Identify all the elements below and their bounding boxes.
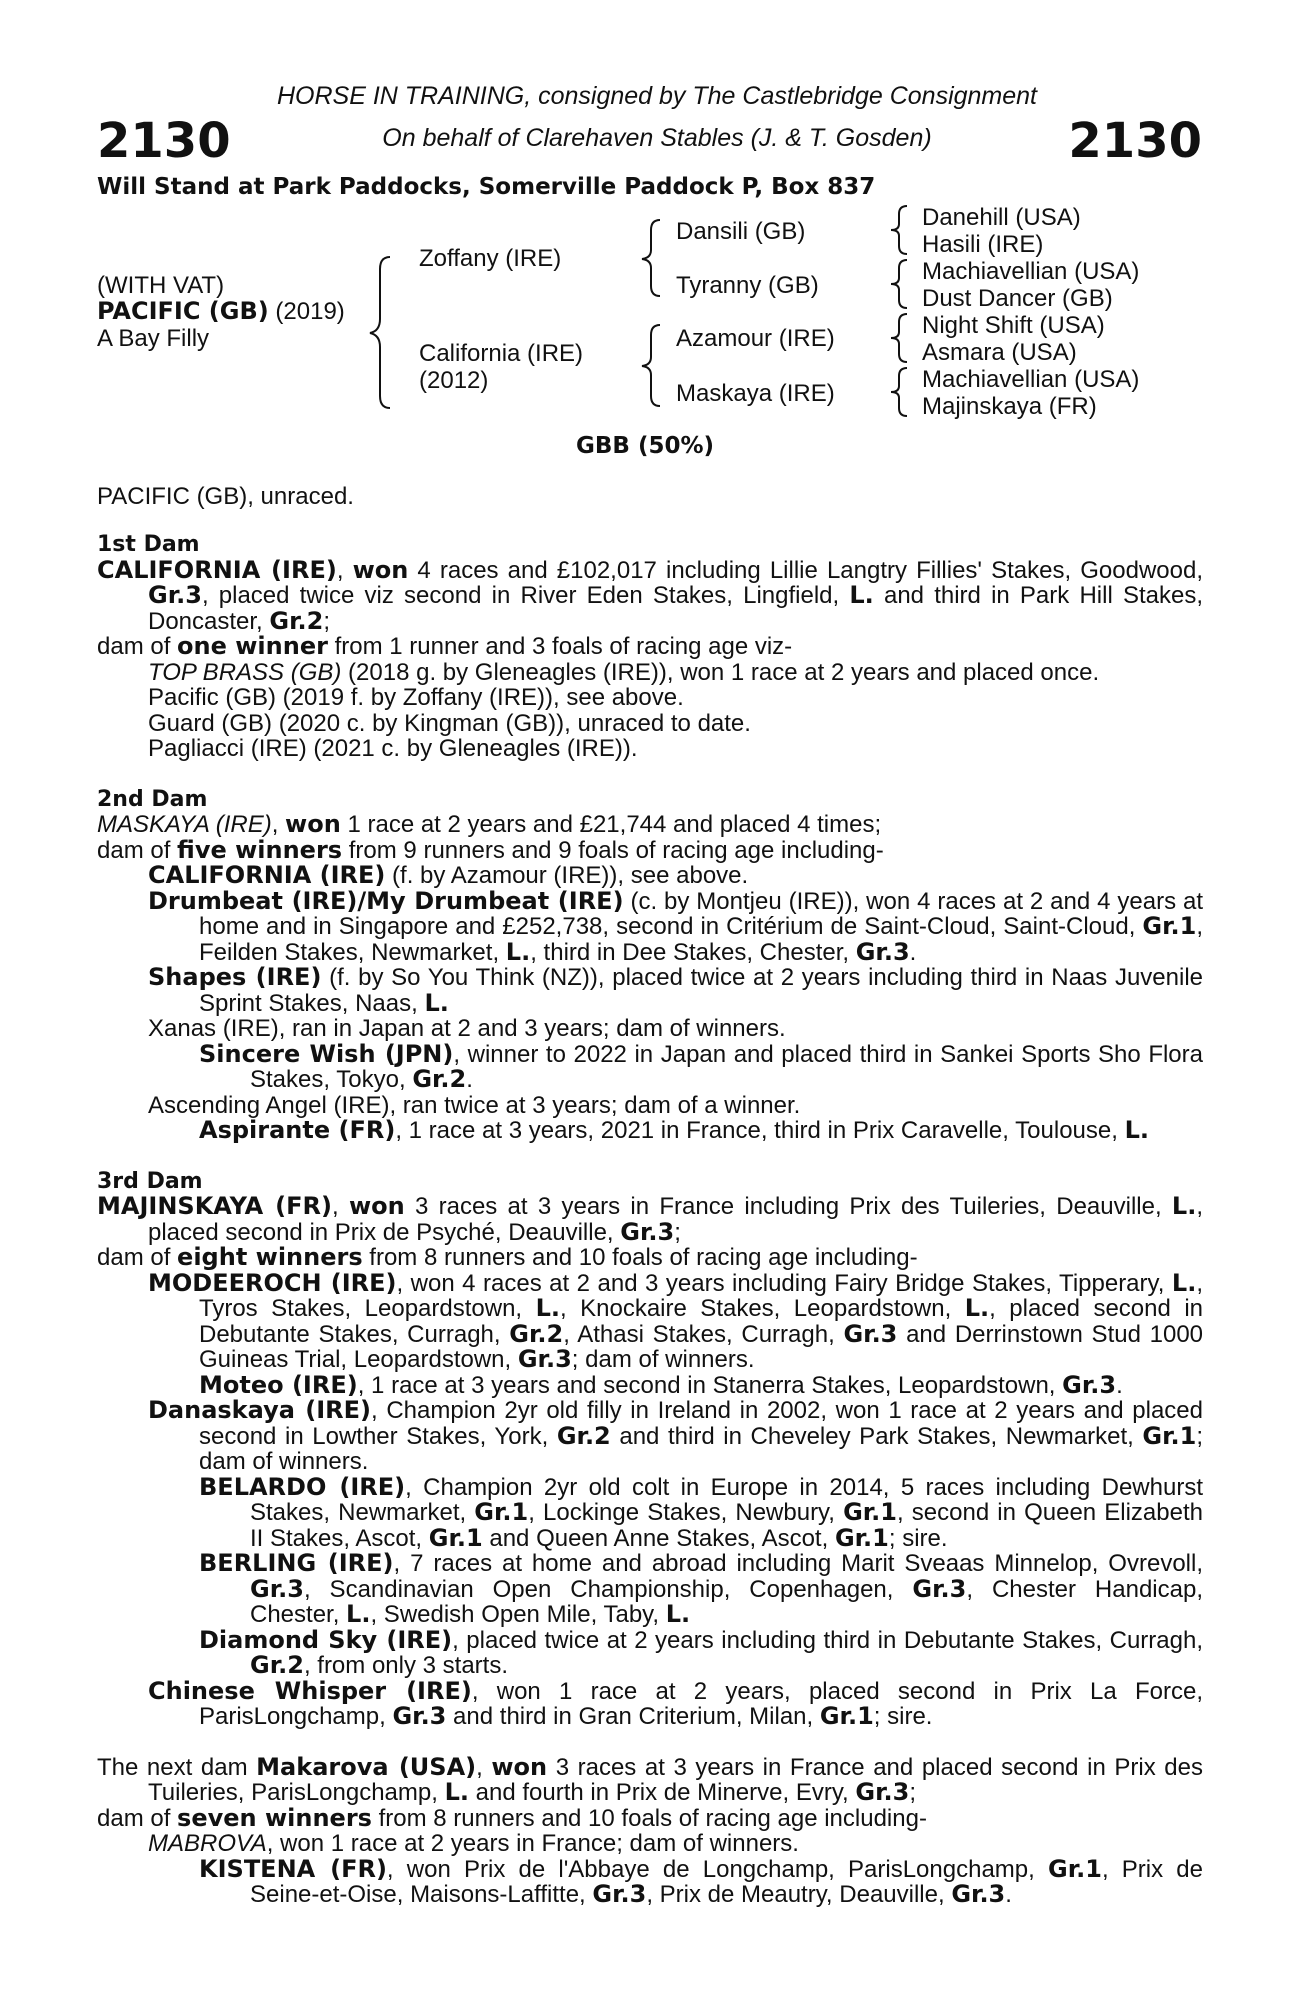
gen3-8: Majinskaya (FR) xyxy=(922,393,1097,420)
pedigree-entry: Moteo (IRE), 1 race at 3 years and second in Stanerra Stakes, Leopardstown, Gr.3. xyxy=(199,1370,1123,1399)
sire-parents-brace xyxy=(640,218,664,298)
gen3-brace-2 xyxy=(889,258,911,310)
pedigree-entry: Sincere Wish (JPN), winner to 2022 in Japan and placed third in Sankei Sports Sho Flora Stakes, Tokyo, Gr.2. xyxy=(199,1039,1203,1093)
section-heading: 3rd Dam xyxy=(97,1168,203,1194)
dam-parents-brace xyxy=(640,323,664,408)
pedigree-entry: Xanas (IRE), ran in Japan at 2 and 3 years; dam of winners. xyxy=(148,1015,786,1042)
pedigree-entry: Diamond Sky (IRE), placed twice at 2 years including third in Debutante Stakes, Curragh, Gr.2, from only 3 starts. xyxy=(199,1625,1203,1679)
dam: California (IRE) xyxy=(419,340,584,367)
pedigree-entry: dam of five winners from 9 runners and 9 foals of racing age including- xyxy=(97,835,884,864)
gen3-2: Hasili (IRE) xyxy=(922,231,1044,258)
dam-section xyxy=(97,1730,1203,1908)
sire-sire: Dansili (GB) xyxy=(676,218,806,245)
pedigree-entry: BELARDO (IRE), Champion 2yr old colt in Europe in 2014, 5 races including Dewhurst Stakes, Newmarket, Gr.1, Lockinge Stakes, Newbury, Gr.1, second in Queen Elizabeth II Stakes, Ascot, Gr.1 and Queen Anne Stakes, Ascot, Gr.1; sire. xyxy=(199,1472,1203,1552)
pedigree-entry: Danaskaya (IRE), Champion 2yr old filly in Ireland in 2002, won 1 race at 2 years and placed second in Lowther Stakes, York, Gr.2 and third in Cheveley Park Stakes, Newmarket, Gr.1; dam of winners. xyxy=(148,1396,1203,1475)
dam-dam: Maskaya (IRE) xyxy=(676,380,835,407)
pedigree-entry: Pagliacci (IRE) (2021 c. by Gleneagles (IRE)). xyxy=(148,735,638,762)
gen3-brace-1 xyxy=(889,204,911,256)
gen3-5: Night Shift (USA) xyxy=(922,312,1105,339)
dam-year: (2012) xyxy=(419,367,489,394)
gen3-brace-3 xyxy=(889,312,911,364)
pedigree-entry: Ascending Angel (IRE), ran twice at 3 years; dam of a winner. xyxy=(148,1091,801,1119)
dam-section xyxy=(97,1144,1203,1730)
consignment-line: HORSE IN TRAINING, consigned by The Castlebridge Consignment xyxy=(276,82,1038,110)
gen3-4: Dust Dancer (GB) xyxy=(922,285,1113,312)
pedigree-entry: BERLING (IRE), 7 races at home and abroad including Marit Sveaas Minnelop, Ovrevoll, Gr.3, Scandinavian Open Championship, Copenhagen, Gr.3, Chester Handicap, Chester, L., Swedish Open Mile, Taby, L. xyxy=(199,1549,1203,1628)
pedigree-entry: Drumbeat (IRE)/My Drumbeat (IRE) (c. by Montjeu (IRE)), won 4 races at 2 and 4 years at home and in Singapore and £252,738, second in Critérium de Saint-Cloud, Saint-Cloud, Gr.1, Feilden Stakes, Newmarket, L., third in Dee Stakes, Chester, Gr.3. xyxy=(148,886,1204,966)
dam-section xyxy=(97,532,1203,762)
pedigree-entry: Shapes (IRE) (f. by So You Think (NZ)), placed twice at 2 years including third in Naas Juvenile Sprint Stakes, Naas, L. xyxy=(148,963,1204,1017)
lot-number-left: 2130 xyxy=(97,113,231,169)
unraced-note: PACIFIC (GB), unraced. xyxy=(97,483,354,510)
catalogue-body xyxy=(97,532,1203,1908)
gen3-brace-4 xyxy=(889,366,911,418)
pedigree-entry: MODEEROCH (IRE), won 4 races at 2 and 3 years including Fairy Bridge Stakes, Tipperary, L., Tyros Stakes, Leopardstown, L., Knockaire Stakes, Leopardstown, L., placed second in Debutante Stakes, Curragh, Gr.2, Athasi Stakes, Curragh, Gr.3 and Derrinstown Stud 1000 Guineas Trial, Leopardstown, Gr.3; dam of winners. xyxy=(148,1268,1204,1373)
lot-number-right: 2130 xyxy=(1068,113,1202,169)
behalf-line: On behalf of Clarehaven Stables (J. & T. Gosden) xyxy=(382,124,932,152)
section-heading: 1st Dam xyxy=(97,532,200,557)
sire-dam-brace xyxy=(368,255,396,410)
dam-section xyxy=(97,762,1203,1144)
pedigree-entry: CALIFORNIA (IRE), won 4 races and £102,017 including Lillie Langtry Fillies' Stakes, Goodwood, Gr.3, placed twice viz second in River Eden Stakes, Lingfield, L. and third in Park Hill Stakes, Doncaster, Gr.2; xyxy=(97,555,1203,635)
section-gap xyxy=(97,1144,1203,1169)
pedigree-entry: KISTENA (FR), won Prix de l'Abbaye de Longchamp, ParisLongchamp, Gr.1, Prix de Seine-et-Oise, Maisons-Laffitte, Gr.3, Prix de Meautry, Deauville, Gr.3. xyxy=(199,1854,1203,1908)
pedigree-entry: Aspirante (FR), 1 race at 3 years, 2021 in France, third in Prix Caravelle, Toulouse, L. xyxy=(199,1116,1149,1144)
pedigree-entry: dam of eight winners from 8 runners and 10 foals of racing age including- xyxy=(97,1243,918,1271)
section-gap xyxy=(97,762,1203,787)
pedigree-entry: dam of one winner from 1 runner and 3 foals of racing age viz- xyxy=(97,632,793,660)
section-heading: 2nd Dam xyxy=(97,786,208,812)
sire-dam: Tyranny (GB) xyxy=(676,272,819,299)
gbb-rating: GBB (50%) xyxy=(576,433,715,459)
pedigree-entry: MABROVA, won 1 race at 2 years in France; dam of winners. xyxy=(148,1830,799,1857)
gen3-1: Danehill (USA) xyxy=(922,204,1081,231)
pedigree-entry: Chinese Whisper (IRE), won 1 race at 2 years, placed second in Prix La Force, ParisLongchamp, Gr.3 and third in Gran Criterium, Milan, Gr.1; sire. xyxy=(148,1676,1203,1730)
pedigree-entry: Pacific (GB) (2019 f. by Zoffany (IRE)), see above. xyxy=(148,684,684,711)
pedigree-entry: CALIFORNIA (IRE) (f. by Azamour (IRE)), see above. xyxy=(148,861,749,889)
pedigree-entry: Guard (GB) (2020 c. by Kingman (GB)), unraced to date. xyxy=(148,709,751,737)
gen3-3: Machiavellian (USA) xyxy=(922,258,1140,285)
horse-name: PACIFIC (GB) xyxy=(97,297,269,325)
sire: Zoffany (IRE) xyxy=(419,245,562,272)
stand-location: Will Stand at Park Paddocks, Somerville Paddock P, Box 837 xyxy=(97,174,876,200)
dam-sire: Azamour (IRE) xyxy=(676,325,835,352)
pedigree-entry: MAJINSKAYA (FR), won 3 races at 3 years in France including Prix des Tuileries, Deauville, L., placed second in Prix de Psyché, Deauville, Gr.3; xyxy=(97,1192,1204,1246)
pedigree-entry: The next dam Makarova (USA), won 3 races at 3 years in France and placed second in Prix des Tuileries, ParisLongchamp, L. and fourth in Prix de Minerve, Evry, Gr.3; xyxy=(97,1752,1203,1806)
vat-note: (WITH VAT) xyxy=(97,272,225,299)
pedigree-entry: dam of seven winners from 8 runners and 10 foals of racing age including- xyxy=(97,1803,927,1832)
horse-description: A Bay Filly xyxy=(97,325,210,352)
horse-year: (2019) xyxy=(275,298,345,325)
gen3-7: Machiavellian (USA) xyxy=(922,366,1140,393)
gen3-6: Asmara (USA) xyxy=(922,339,1077,366)
section-gap xyxy=(97,1730,1203,1755)
pedigree-entry: MASKAYA (IRE), won 1 race at 2 years and £21,744 and placed 4 times; xyxy=(97,810,882,838)
pedigree-entry: TOP BRASS (GB) (2018 g. by Gleneagles (IRE)), won 1 race at 2 years and placed once. xyxy=(148,658,1100,686)
horse-name-line xyxy=(97,298,345,325)
